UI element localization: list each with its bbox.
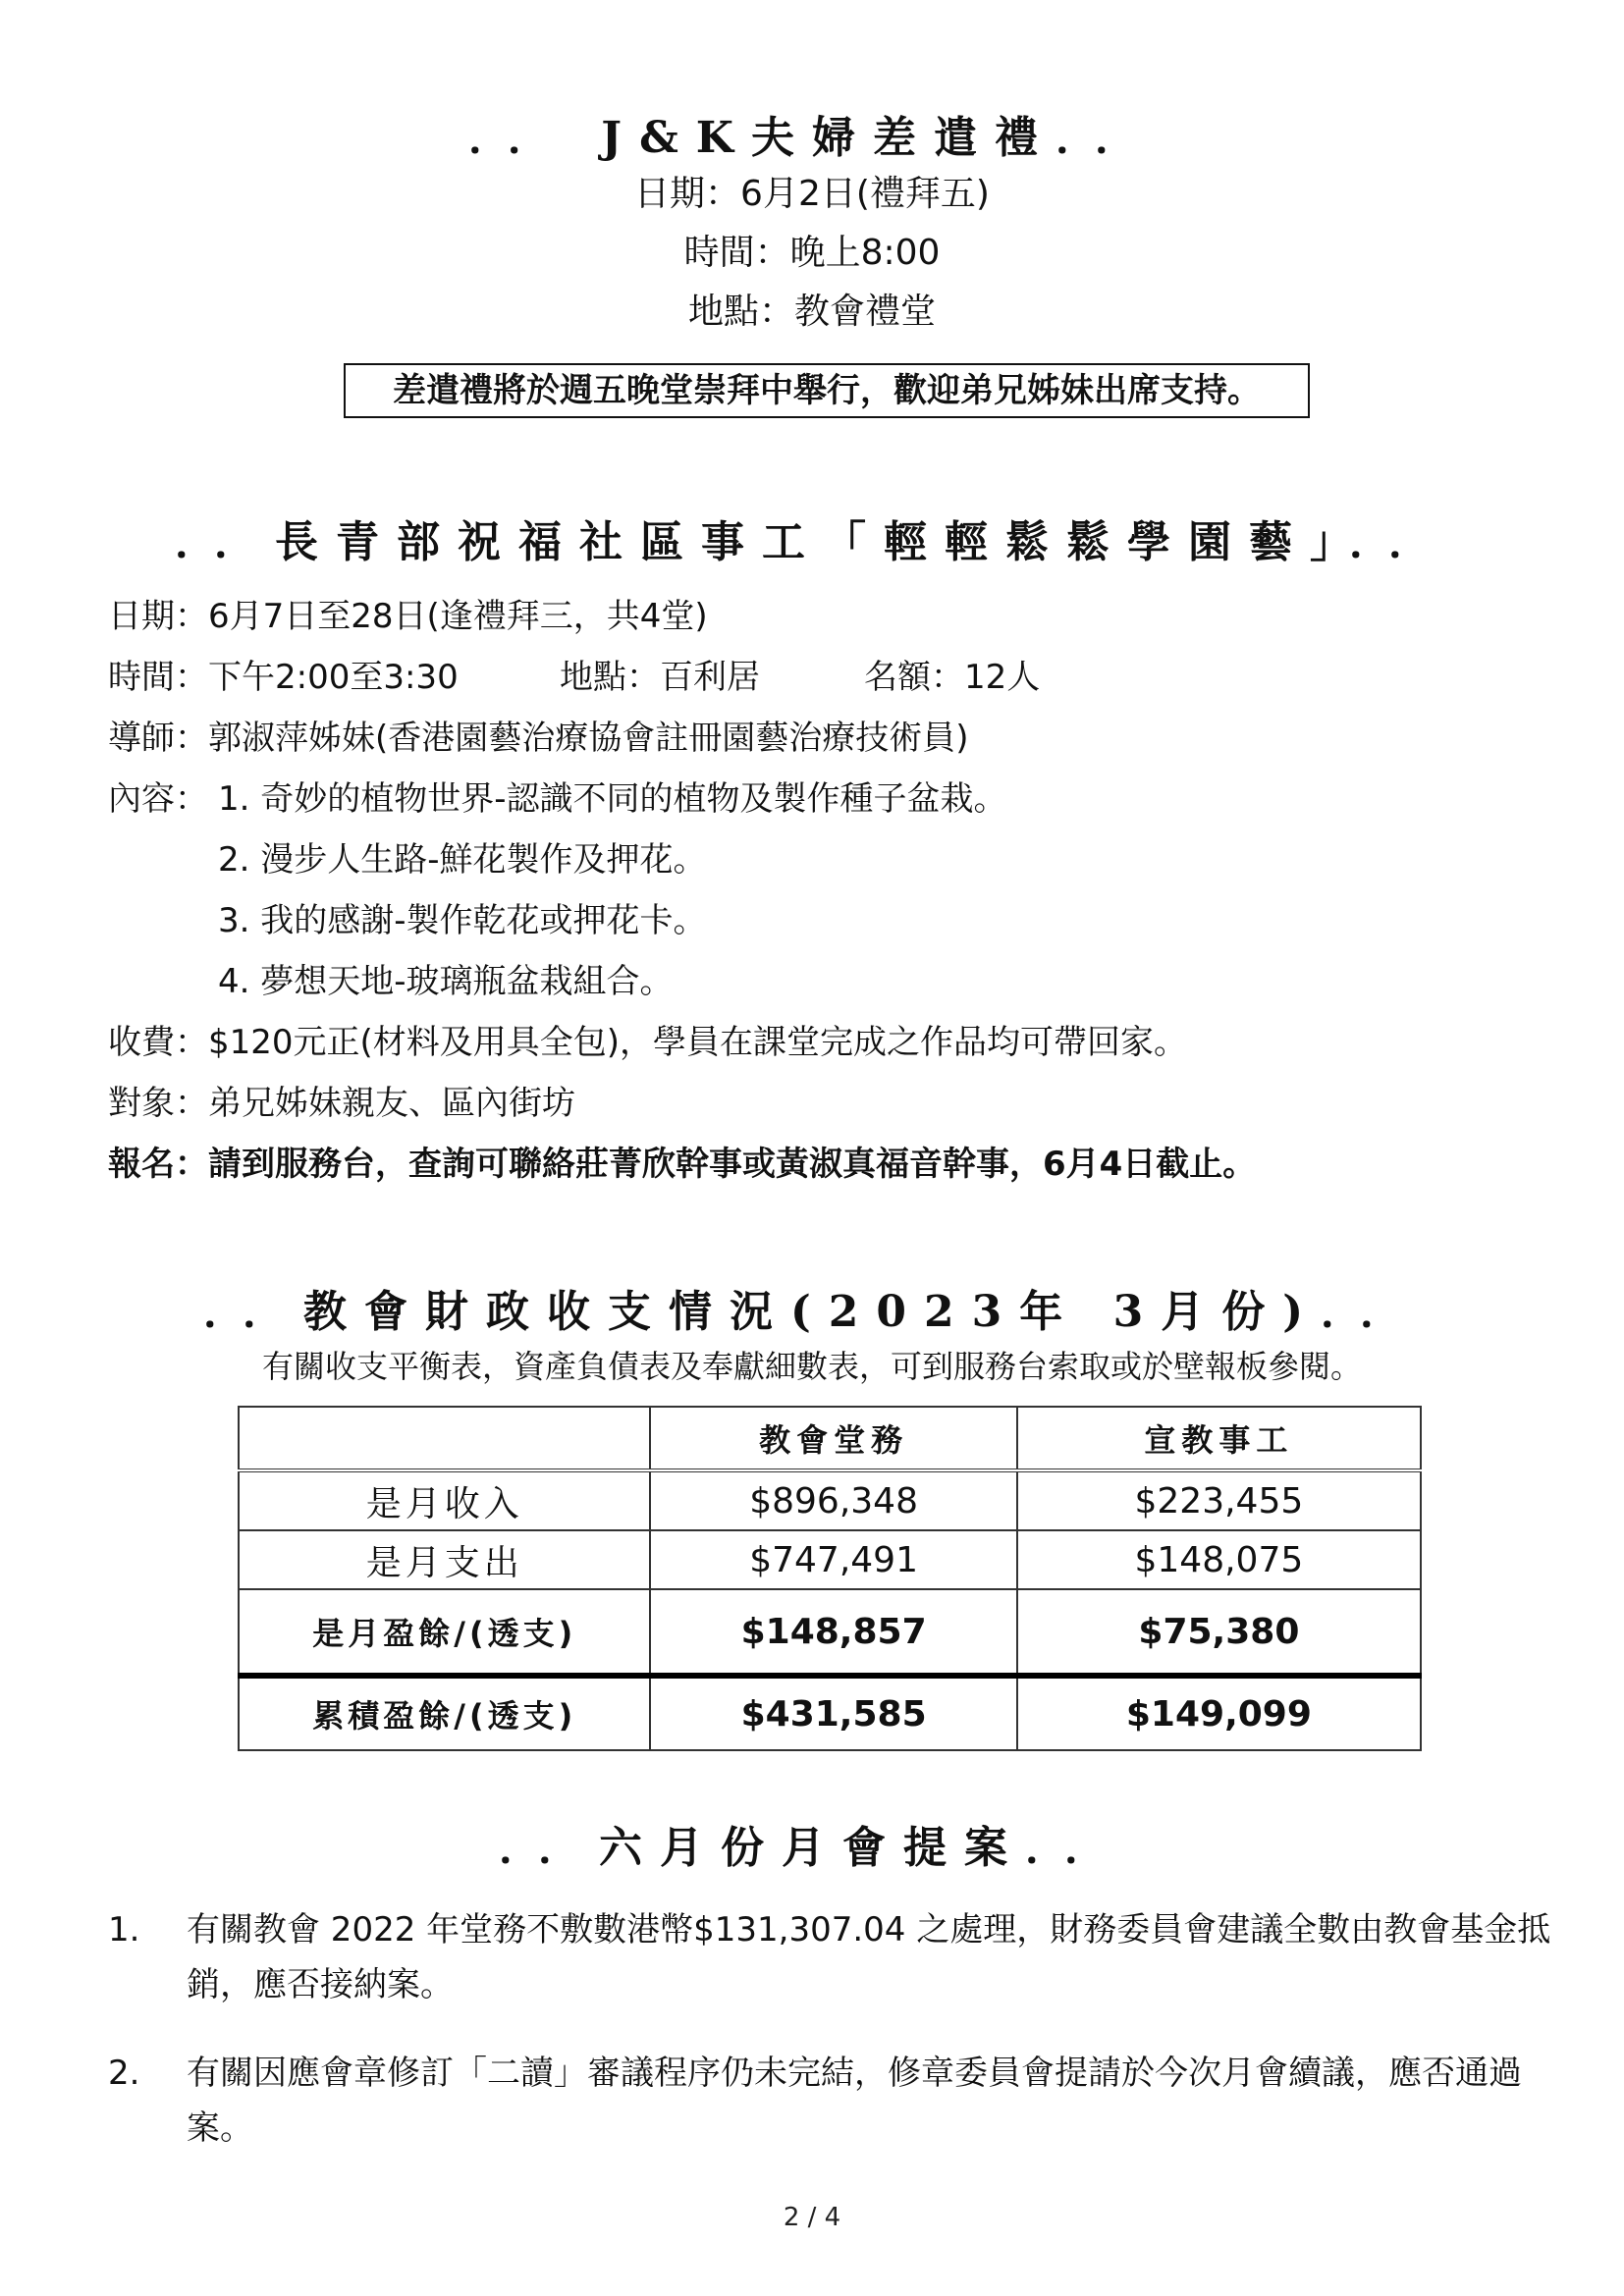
gardening-content-item: 2. 漫步人生路-鮮花製作及押花。 [218,840,707,880]
mission-value: $75,380 [1017,1589,1421,1676]
church-value: $148,857 [650,1589,1016,1676]
proposal-item [108,2046,1561,2156]
farewell-notice-box: 差遣禮將於週五晚堂崇拜中舉行，歡迎弟兄姊妹出席支持。 [344,363,1310,418]
proposal-number: 1. [108,1910,140,1949]
row-label: 是月支出 [239,1530,650,1589]
finance-table [238,1406,1422,1751]
gardening-fee: 收費：$120元正(材料及用具全包)，學員在課堂完成之作品均可帶回家。 [108,1023,1188,1062]
farewell-date: 日期：6月2日(禮拜五) [634,174,990,214]
gardening-content-label: 內容： [108,779,208,819]
row-label: 累積盈餘/(透支) [239,1676,650,1750]
farewell-place: 地點：教會禮堂 [687,292,936,332]
section-title-proposals: ．．六月份月會提案．． [499,1823,1125,1873]
gardening-content-item: 4. 夢想天地-玻璃瓶盆栽組合。 [218,962,674,1001]
section-title-finance: ．．教會財政收支情況(2023年 3月份)．． [202,1287,1422,1337]
mission-value: $148,075 [1017,1530,1421,1589]
proposal-item [108,1902,1561,2012]
gardening-content-item: 3. 我的感謝-製作乾花或押花卡。 [218,901,707,940]
table-header-blank [239,1407,650,1470]
table-row [239,1676,1421,1750]
section-title-farewell: ．． J&K夫婦差遣禮．． [467,113,1157,163]
mission-value: $149,099 [1017,1676,1421,1750]
farewell-time: 時間：晚上8:00 [683,233,941,273]
table-header-mission: 宣教事工 [1017,1407,1421,1470]
mission-value: $223,455 [1017,1470,1421,1530]
church-value: $431,585 [650,1676,1016,1750]
table-header-church: 教會堂務 [650,1407,1016,1470]
gardening-quota: 名額：12人 [864,658,1041,697]
gardening-target: 對象：弟兄姊妹親友、區內街坊 [108,1084,575,1123]
proposal-number: 2. [108,2054,140,2093]
church-value: $747,491 [650,1530,1016,1589]
table-row [239,1530,1421,1589]
proposal-text: 有關教會 2022 年堂務不敷數港幣$131,307.04 之處理，財務委員會建議全數由教會基金抵銷，應否接納案。 [187,1910,1551,2004]
finance-note: 有關收支平衡表，資產負債表及奉獻細數表，可到服務台索取或於壁報板參閱。 [261,1348,1362,1385]
gardening-tutor: 導師：郭淑萍姊妹(香港園藝治療協會註冊園藝治療技術員) [108,719,969,758]
page-number: 2 / 4 [783,2203,841,2232]
gardening-place: 地點：百利居 [560,658,760,697]
table-row [239,1470,1421,1530]
gardening-time: 時間：下午2:00至3:30 [108,658,459,697]
row-label: 是月收入 [239,1470,650,1530]
gardening-date: 日期：6月7日至28日(逢禮拜三，共4堂) [108,597,708,636]
table-header-row [239,1407,1421,1470]
gardening-content-item: 1. 奇妙的植物世界-認識不同的植物及製作種子盆栽。 [218,779,1007,819]
section-title-gardening: ．．長青部祝福社區事工「輕輕鬆鬆學園藝」．． [175,517,1449,567]
gardening-registration: 報名：請到服務台，查詢可聯絡莊菁欣幹事或黃淑真福音幹事，6月4日截止。 [108,1145,1257,1184]
church-value: $896,348 [650,1470,1016,1530]
proposal-text: 有關因應會章修訂「二讀」審議程序仍未完結，修章委員會提請於今次月會續議，應否通過案。 [187,2054,1522,2148]
table-row [239,1589,1421,1676]
row-label: 是月盈餘/(透支) [239,1589,650,1676]
